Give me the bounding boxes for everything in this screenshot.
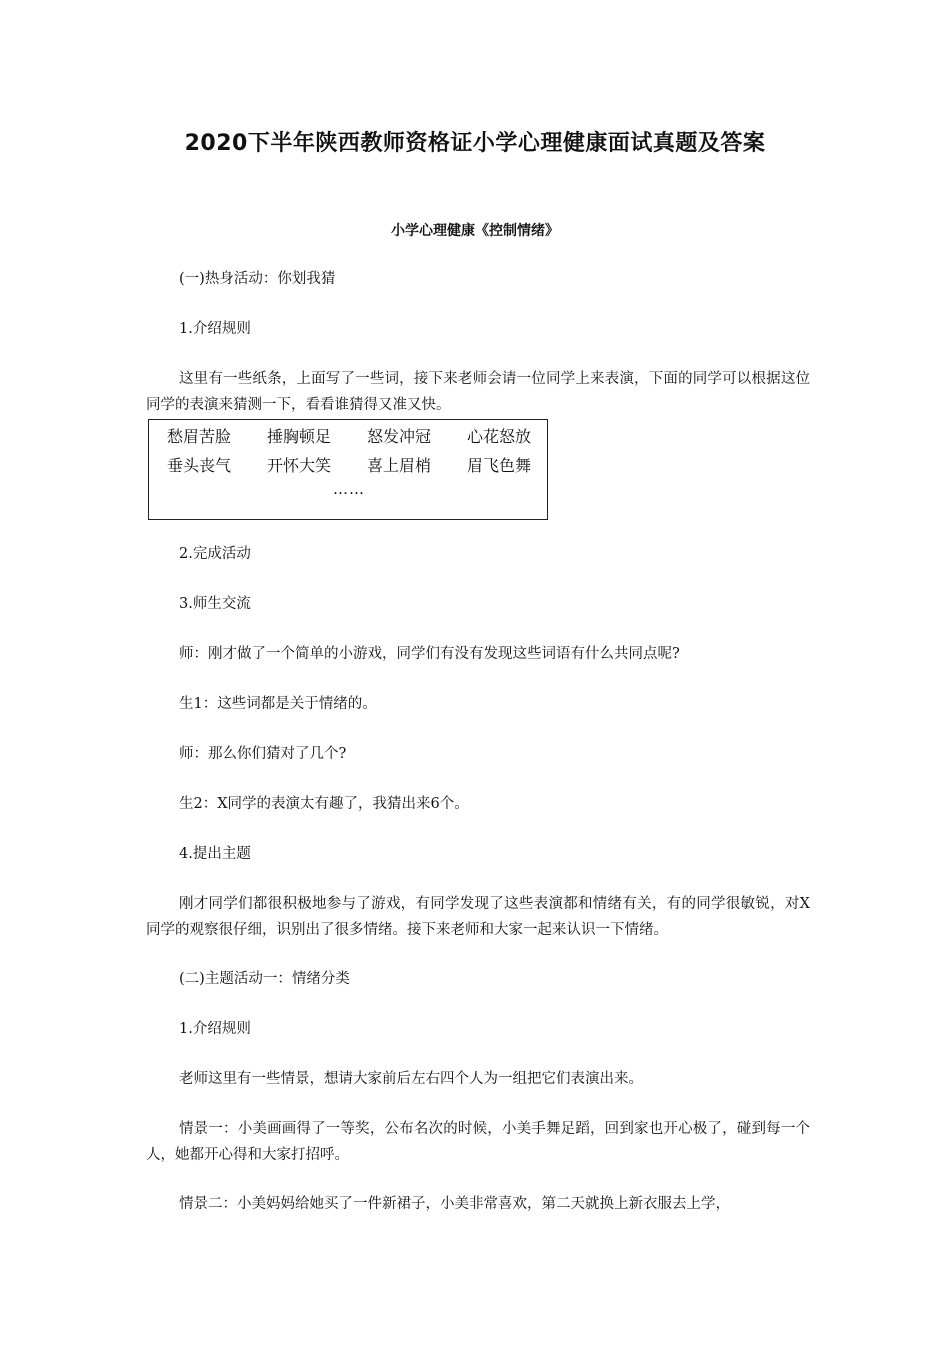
paragraph: 师：那么你们猜对了几个? [179, 746, 347, 762]
paragraph: 1.介绍规则 [179, 1021, 251, 1037]
ellipsis: …… [333, 480, 365, 498]
paragraph: 1.介绍规则 [179, 321, 251, 337]
paragraph: 生1：这些词都是关于情绪的。 [179, 696, 377, 712]
word-item: 开怀大笑 [266, 456, 331, 475]
word-box [148, 419, 548, 520]
word-item: 捶胸顿足 [266, 427, 331, 446]
word-item: 愁眉苦脸 [166, 427, 231, 446]
document-title: 2020下半年陕西教师资格证小学心理健康面试真题及答案 [184, 131, 766, 156]
paragraph: 情景二：小美妈妈给她买了一件新裙子，小美非常喜欢，第二天就换上新衣服去上学， [179, 1196, 730, 1212]
word-item: 怒发冲冠 [366, 427, 431, 446]
paragraph: (一)热身活动：你划我猜 [179, 271, 336, 287]
word-item: 垂头丧气 [166, 456, 231, 475]
word-item: 喜上眉梢 [366, 456, 431, 475]
paragraph: 4.提出主题 [179, 846, 251, 862]
paragraph: 3.师生交流 [179, 596, 251, 612]
paragraph: 2.完成活动 [179, 546, 251, 562]
paragraph: 师：刚才做了一个简单的小游戏，同学们有没有发现这些词语有什么共同点呢? [179, 646, 680, 662]
paragraph: 情景一：小美画画得了一等奖，公布名次的时候，小美手舞足蹈，回到家也开心极了，碰到每一个人，她都开心得和大家打招呼。 [146, 1121, 810, 1163]
paragraph: 老师这里有一些情景，想请大家前后左右四个人为一组把它们表演出来。 [179, 1071, 643, 1087]
word-item: 眉飞色舞 [466, 456, 531, 475]
paragraph: 生2：X同学的表演太有趣了，我猜出来6个。 [179, 796, 469, 812]
word-item: 心花怒放 [466, 427, 531, 446]
paragraph: (二)主题活动一：情绪分类 [179, 971, 350, 987]
section-title: 小学心理健康《控制情绪》 [391, 223, 559, 239]
paragraph: 刚才同学们都很积极地参与了游戏，有同学发现了这些表演都和情绪有关，有的同学很敏锐，对X同学的观察很仔细，识别出了很多情绪。接下来老师和大家一起来认识一下情绪。 [146, 896, 810, 938]
paragraph: 这里有一些纸条，上面写了一些词，接下来老师会请一位同学上来表演，下面的同学可以根据这位同学的表演来猜测一下，看看谁猜得又准又快。 [146, 371, 810, 413]
